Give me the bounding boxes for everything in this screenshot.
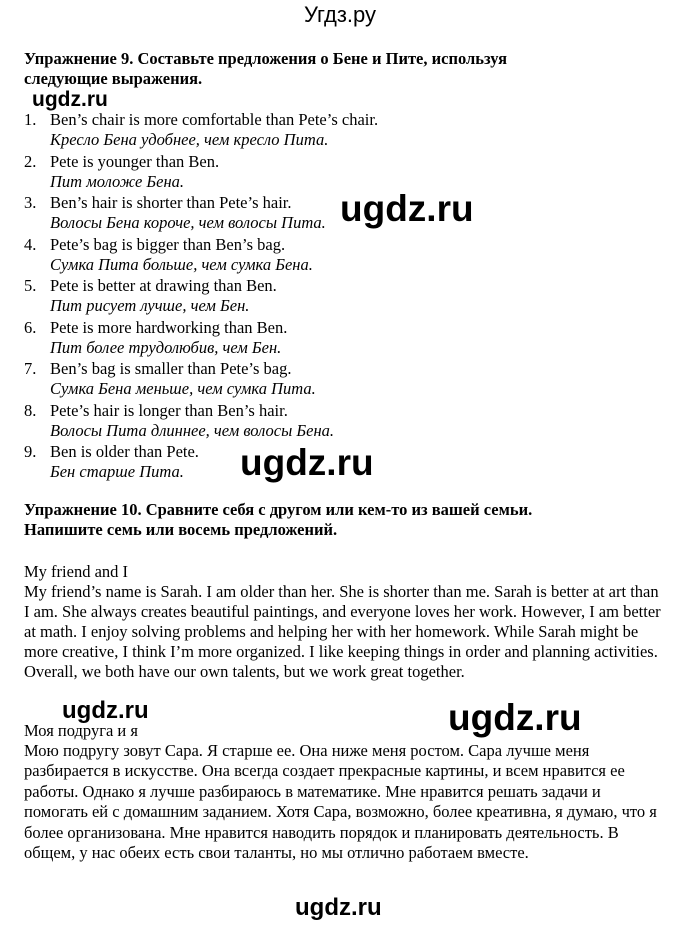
list-item [24, 318, 644, 360]
watermark: ugdz.ru [62, 697, 149, 724]
exercise-9-list [24, 110, 644, 484]
exercise-10-title-line1: Упражнение 10. Сравните себя с другом или кем-то из вашей семьи. [24, 500, 533, 519]
item-english: Ben is older than Pete. [50, 442, 199, 461]
essay-russian-title: Моя подруга и я [24, 721, 138, 740]
exercise-9-title-line1: Упражнение 9. Составьте предложения о Бене и Пите, используя [24, 49, 508, 68]
item-number: 7. [24, 359, 37, 378]
list-item [24, 235, 644, 277]
watermark: ugdz.ru [240, 442, 374, 483]
item-number: 5. [24, 276, 37, 295]
list-item [24, 110, 644, 152]
item-english: Pete is more hardworking than Ben. [50, 317, 288, 337]
item-number: 8. [24, 400, 37, 420]
item-english: Pete’s bag is bigger than Ben’s bag. [50, 234, 286, 254]
item-english: Ben’s bag is smaller than Pete’s bag. [50, 359, 292, 378]
item-number: 6. [24, 317, 37, 337]
item-english: Ben’s hair is shorter than Pete’s hair. [50, 193, 292, 212]
watermark: ugdz.ru [295, 894, 382, 921]
item-russian: Волосы Пита длиннее, чем волосы Бена. [50, 420, 335, 440]
list-item [24, 401, 644, 443]
exercise-9-title-line2: следующие выражения. [24, 69, 203, 88]
item-russian: Кресло Бена удобнее, чем кресло Пита. [50, 130, 329, 149]
list-item [24, 152, 644, 194]
list-item [24, 276, 644, 318]
essay-english-title: My friend and I [24, 562, 129, 581]
list-item [24, 193, 644, 235]
item-russian: Пит рисует лучше, чем Бен. [50, 296, 250, 315]
item-russian: Бен старше Пита. [50, 462, 184, 481]
item-russian: Волосы Бена короче, чем волосы Пита. [50, 213, 326, 232]
item-english: Ben’s chair is more comfortable than Pete’s chair. [50, 110, 379, 129]
watermark: ugdz.ru [448, 697, 582, 738]
site-header: Угдз.ру [303, 2, 377, 27]
item-russian: Пит более трудолюбив, чем Бен. [50, 337, 282, 357]
watermark: ugdz.ru [32, 88, 108, 111]
item-russian: Сумка Пита больше, чем сумка Бена. [50, 254, 313, 274]
item-number: 1. [24, 110, 37, 129]
item-english: Pete is better at drawing than Ben. [50, 276, 277, 295]
item-english: Pete is younger than Ben. [50, 151, 220, 171]
item-russian: Пит моложе Бена. [50, 171, 185, 191]
watermark: ugdz.ru [340, 188, 474, 229]
item-english: Pete’s hair is longer than Ben’s hair. [50, 400, 288, 420]
item-number: 9. [24, 442, 37, 461]
essay-english-text: My friend’s name is Sarah. I am older than her. She is shorter than me. Sarah is better at art than I am. She always creates beautiful paintings, and everyone loves her work. However, I am better at math. I enjoy solving problems and helping her with her homework. While Sarah might be more creative, I think I’m more organized. I like keeping things in order and planning activities. Overall, we both have our own talents, but we work great together. [24, 582, 661, 681]
item-number: 4. [24, 234, 37, 254]
item-russian: Сумка Бена меньше, чем сумка Пита. [50, 379, 316, 398]
item-number: 3. [24, 193, 37, 212]
essay-russian-text: Мою подругу зовут Сара. Я старше ее. Она ниже меня ростом. Сара лучше меня разбирается в искусстве. Она всегда создает прекрасные картины, и всем нравится ее работы. Однако я лучше разбираюсь в математике. Мне нравится решать задачи и помогать ей с домашним заданием. Хотя Сара, возможно, более креативна, я думаю, что я более организована. Мне нравится наводить порядок и планировать деятельность. В общем, у нас обеих есть свои таланты, но мы отлично работаем вместе. [24, 741, 657, 863]
list-item [24, 359, 644, 401]
item-number: 2. [24, 151, 37, 171]
exercise-10-title-line2: Напишите семь или восемь предложений. [24, 520, 338, 539]
